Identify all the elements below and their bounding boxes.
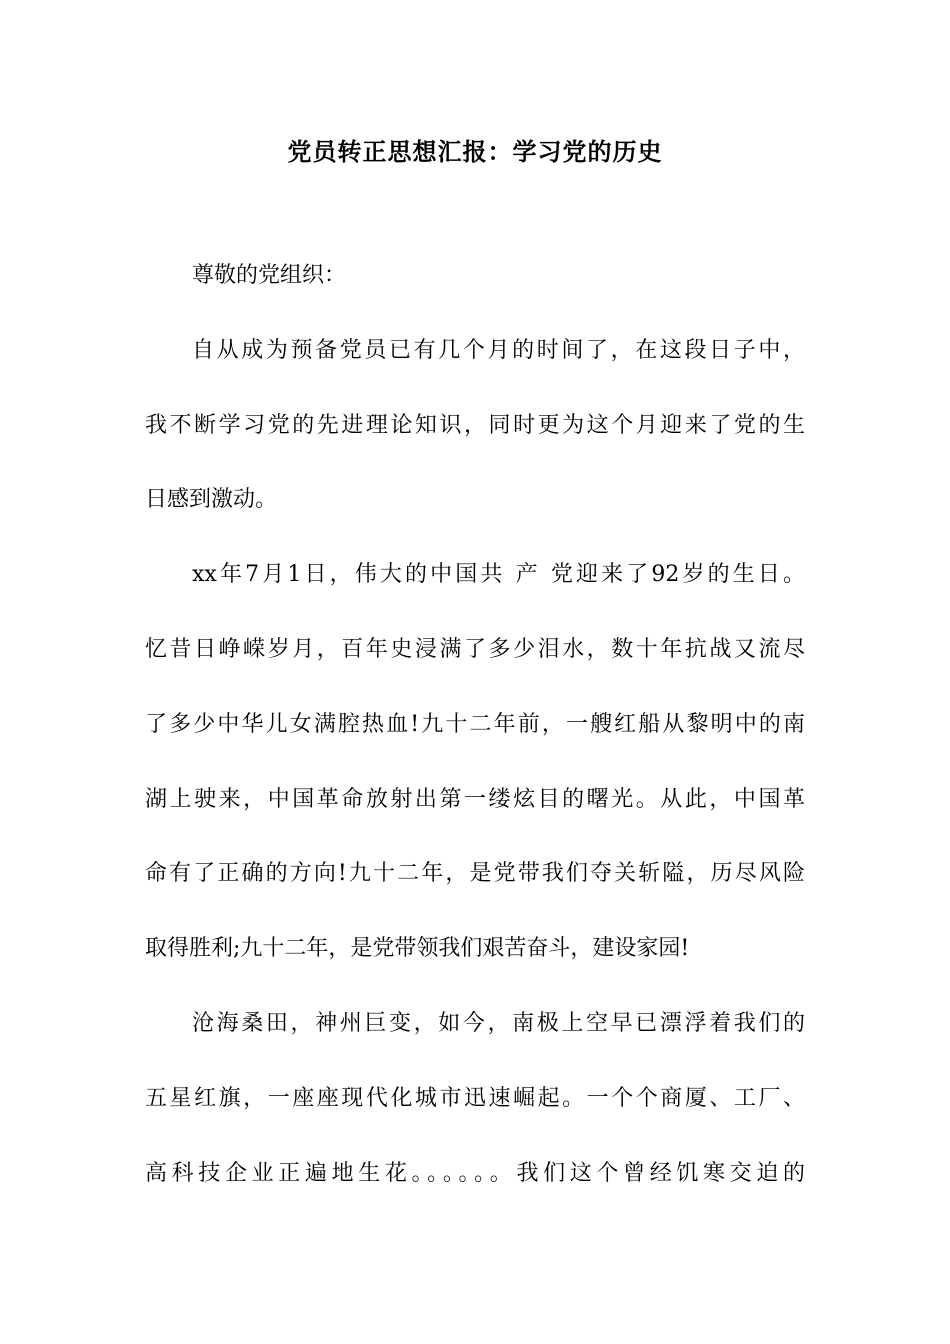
text-line: 高科技企业正遍地生花。。。。。。我们这个曾经饥寒交迫的 xyxy=(145,1161,805,1186)
text-line: 了多少中华儿女满腔热血!九十二年前，一艘红船从黎明中的南 xyxy=(145,712,805,737)
text-line: 日感到激动。 xyxy=(145,487,278,512)
salutation: 尊敬的党组织： xyxy=(192,263,347,288)
text-line: 沧海桑田，神州巨变，如今，南极上空早已漂浮着我们的 xyxy=(192,1011,805,1036)
document-title: 党员转正思想汇报：学习党的历史 xyxy=(287,137,663,166)
text-line: 忆昔日峥嵘岁月，百年史浸满了多少泪水，数十年抗战又流尽 xyxy=(145,637,805,662)
text-line: 命有了正确的方向!九十二年，是党带我们夺关斩隘，历尽风险 xyxy=(145,861,805,886)
text-line: 自从成为预备党员已有几个月的时间了，在这段日子中， xyxy=(192,338,805,363)
text-line: xx年7月1日，伟大的中国共 产 党迎来了92岁的生日。 xyxy=(192,562,805,587)
text-line: 取得胜利;九十二年，是党带领我们艰苦奋斗，建设家园! xyxy=(145,936,690,961)
text-line: 我不断学习党的先进理论知识，同时更为这个月迎来了党的生 xyxy=(145,413,805,438)
text-line: 湖上驶来，中国革命放射出第一缕炫目的曙光。从此，中国革 xyxy=(145,787,805,812)
text-line: 五星红旗，一座座现代化城市迅速崛起。一个个商厦、工厂、 xyxy=(145,1086,805,1111)
